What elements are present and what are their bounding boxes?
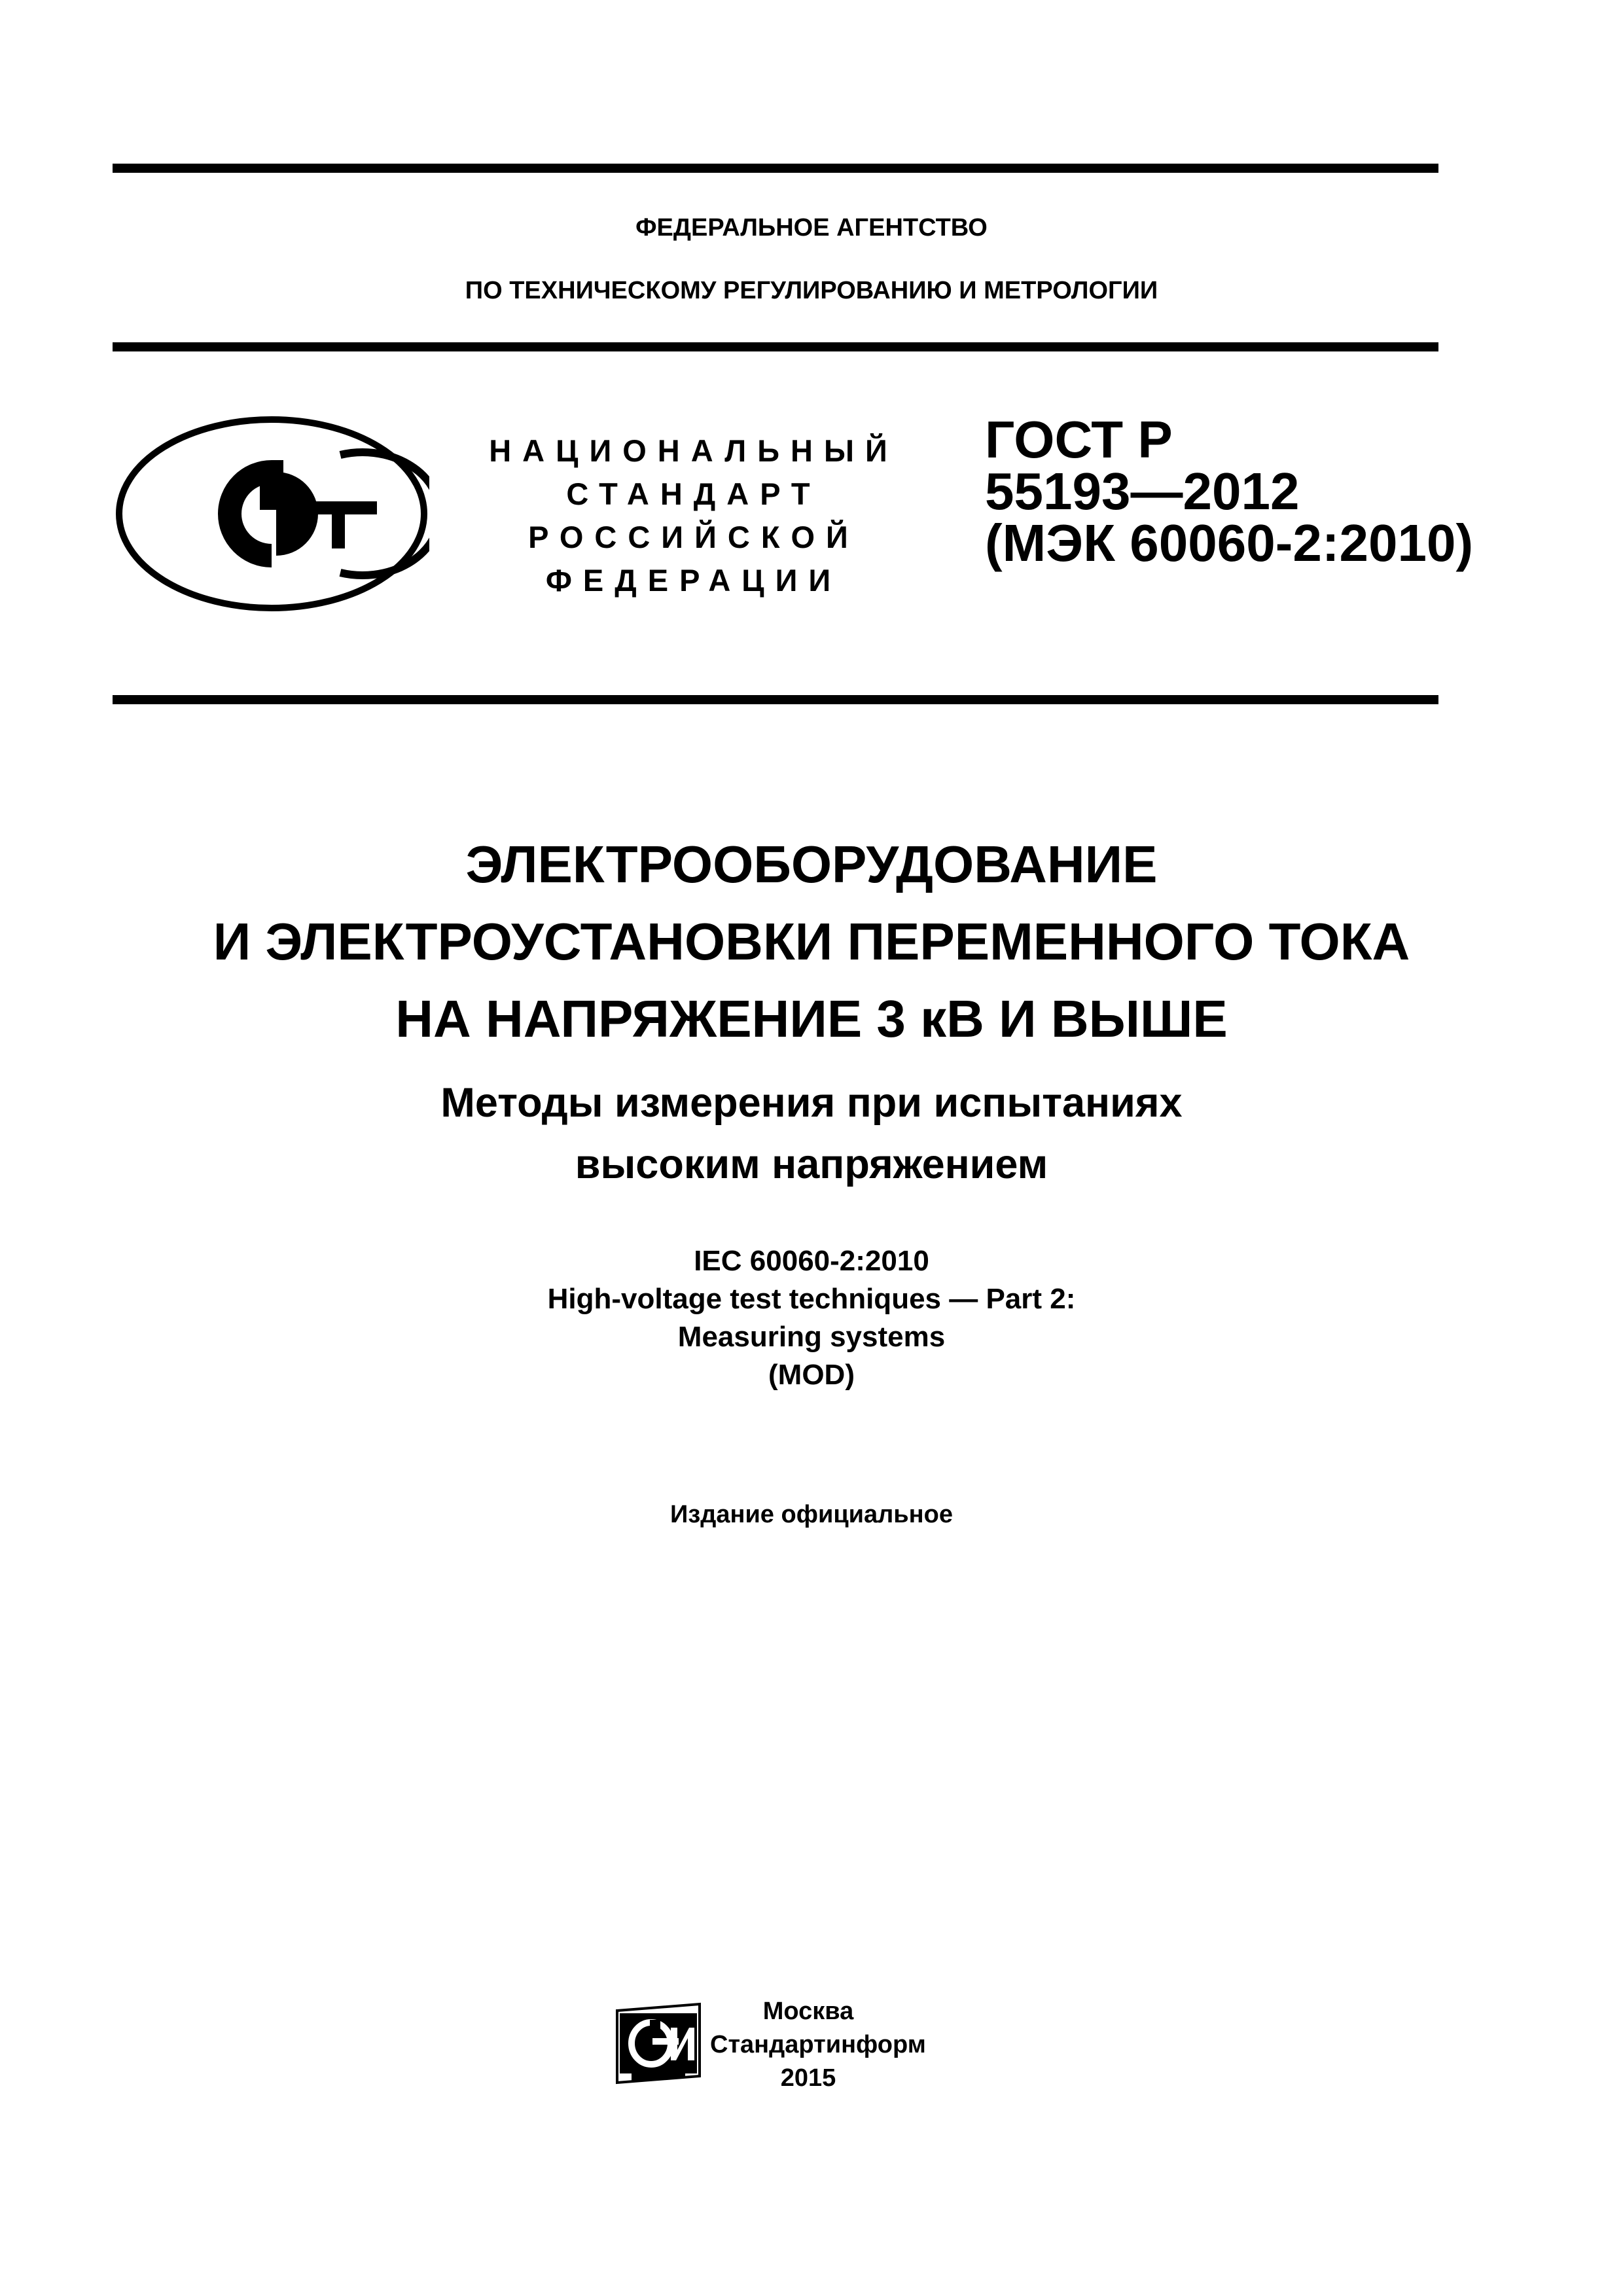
iec-line: IEC 60060-2:2010 [694, 1245, 929, 1277]
subtitle-line: высоким напряжением [575, 1141, 1048, 1187]
international-standard-reference [0, 1242, 1623, 1394]
iec-line: (MOD) [768, 1359, 855, 1391]
national-standard-line: ФЕДЕРАЦИИ [545, 563, 842, 598]
agency-bottom-rule [113, 342, 1438, 351]
rst-certification-mark-icon [114, 414, 429, 613]
national-standard-label [445, 429, 942, 602]
edition-label: Издание официальное [670, 1501, 953, 1528]
top-rule [113, 164, 1438, 173]
publisher-name: Стандартинформ [710, 2031, 926, 2058]
iec-line: Measuring systems [677, 1321, 946, 1353]
standartinform-logo-icon [612, 2001, 704, 2085]
title-line: И ЭЛЕКТРОУСТАНОВКИ ПЕРЕМЕННОГО ТОКА [213, 912, 1410, 971]
header-bottom-rule [113, 695, 1438, 704]
document-subtitle [0, 1072, 1623, 1195]
publisher-block [710, 1995, 926, 2095]
national-standard-line: НАЦИОНАЛЬНЫЙ [489, 433, 899, 468]
document-title [0, 826, 1623, 1058]
publication-year: 2015 [780, 2064, 836, 2092]
iec-line: High-voltage test techniques — Part 2: [547, 1283, 1076, 1315]
designation-equivalent: (МЭК 60060-2:2010) [985, 514, 1474, 572]
standard-designation [985, 410, 1474, 572]
designation-number: 55193—2012 [985, 462, 1300, 520]
title-line: ЭЛЕКТРООБОРУДОВАНИЕ [465, 835, 1158, 893]
publisher-city: Москва [762, 1998, 854, 2025]
agency-name-line-2: ПО ТЕХНИЧЕСКОМУ РЕГУЛИРОВАНИЮ И МЕТРОЛОГИИ [465, 277, 1158, 304]
title-line: НА НАПРЯЖЕНИЕ 3 кВ И ВЫШЕ [395, 990, 1228, 1048]
national-standard-line: СТАНДАРТ [566, 476, 821, 511]
designation-prefix: ГОСТ Р [985, 410, 1173, 469]
subtitle-line: Методы измерения при испытаниях [440, 1080, 1183, 1126]
national-standard-line: РОССИЙСКОЙ [528, 520, 859, 554]
agency-name-line-1: ФЕДЕРАЛЬНОЕ АГЕНТСТВО [635, 214, 988, 242]
